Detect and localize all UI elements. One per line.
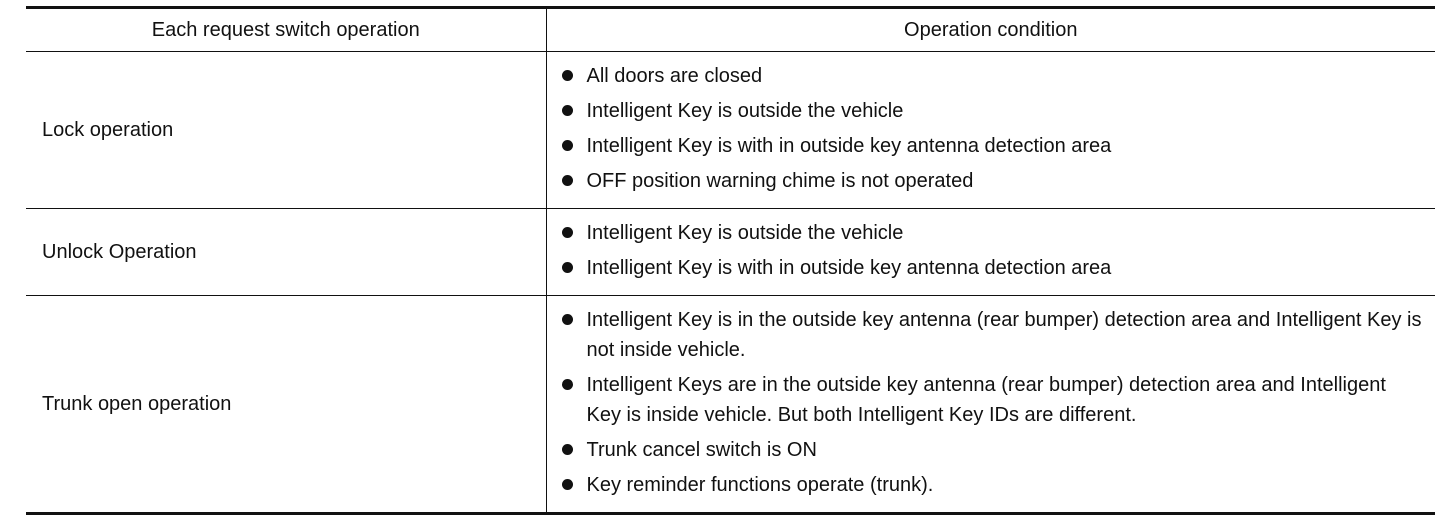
bullet-icon (562, 444, 573, 455)
condition-item (547, 61, 1436, 91)
header-condition: Operation condition (546, 8, 1435, 52)
operation-name: Trunk open operation (26, 296, 546, 514)
condition-text: Intelligent Key is with in outside key antenna detection area (586, 257, 1112, 279)
table-row-lock (26, 52, 1435, 209)
operation-name: Lock operation (26, 52, 546, 209)
condition-item (547, 96, 1436, 126)
bullet-icon (562, 262, 573, 273)
bullet-icon (562, 227, 573, 238)
condition-text: Intelligent Key is in the outside key antenna (rear bumper) detection area and Intelligent Key is not inside vehicle. (586, 309, 1422, 361)
condition-list (547, 209, 1436, 295)
condition-cell (546, 296, 1435, 514)
table-row-unlock (26, 209, 1435, 296)
condition-item (547, 435, 1436, 465)
condition-list (547, 296, 1436, 512)
condition-item (547, 253, 1436, 283)
bullet-icon (562, 70, 573, 81)
bullet-icon (562, 314, 573, 325)
condition-item (547, 305, 1436, 365)
condition-text: All doors are closed (586, 65, 763, 87)
condition-list (547, 52, 1436, 208)
condition-text: OFF position warning chime is not operated (586, 170, 974, 192)
condition-item (547, 470, 1436, 500)
table-header-row (26, 8, 1435, 52)
condition-text: Intelligent Key is outside the vehicle (586, 222, 904, 244)
condition-item (547, 131, 1436, 161)
condition-cell (546, 52, 1435, 209)
bullet-icon (562, 175, 573, 186)
bullet-icon (562, 105, 573, 116)
condition-cell (546, 209, 1435, 296)
operation-name: Unlock Operation (26, 209, 546, 296)
condition-text: Key reminder functions operate (trunk). (586, 474, 934, 496)
condition-item (547, 218, 1436, 248)
bullet-icon (562, 140, 573, 151)
operation-condition-table (26, 6, 1435, 515)
bullet-icon (562, 479, 573, 490)
condition-text: Trunk cancel switch is ON (586, 439, 817, 461)
condition-text: Intelligent Keys are in the outside key antenna (rear bumper) detection area and Intelligent Key is inside vehicle. But both Intelligent Key IDs are different. (586, 374, 1386, 426)
bullet-icon (562, 379, 573, 390)
condition-item (547, 166, 1436, 196)
condition-text: Intelligent Key is with in outside key antenna detection area (586, 135, 1112, 157)
condition-text: Intelligent Key is outside the vehicle (586, 100, 904, 122)
table-row-trunk (26, 296, 1435, 514)
condition-item (547, 370, 1436, 430)
header-operation: Each request switch operation (26, 8, 546, 52)
